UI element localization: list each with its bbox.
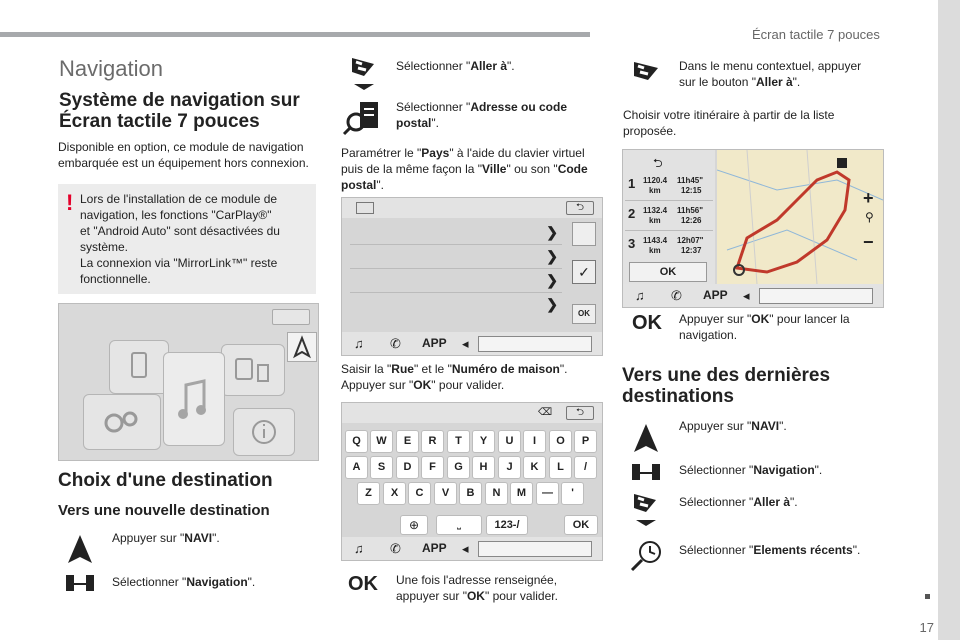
checkered-flag-icon	[348, 56, 380, 92]
checkbox-empty[interactable]	[572, 222, 596, 246]
recent-step1-text: Appuyer sur "NAVI".	[679, 419, 787, 433]
address-field-country[interactable]	[350, 222, 562, 245]
route-ok-button[interactable]: OK	[629, 262, 707, 282]
address-field-number[interactable]	[350, 294, 562, 316]
keyboard-ok-key[interactable]: OK	[564, 515, 598, 535]
control-bar	[623, 284, 883, 307]
volume-icon[interactable]: ◂	[462, 336, 469, 351]
route-item-2[interactable]: 2 1132.4 km 11h56" 12:26	[625, 202, 713, 231]
key-k[interactable]: K	[523, 456, 546, 479]
key-d[interactable]: D	[396, 456, 419, 479]
ok-icon: OK	[632, 312, 662, 334]
key-r[interactable]: R	[421, 430, 444, 453]
recent-clock-icon	[628, 538, 664, 574]
media-tile	[221, 344, 285, 396]
key-a[interactable]: A	[345, 456, 368, 479]
key-x[interactable]: X	[383, 482, 406, 505]
music-note-icon	[164, 353, 224, 445]
phone-icon[interactable]: ✆	[390, 336, 401, 351]
checkbox-checked[interactable]: ✓	[572, 260, 596, 284]
info-tile	[233, 408, 295, 456]
choose-route-text: Choisir votre itinéraire à partir de la liste proposée.	[623, 108, 835, 138]
route-screen	[622, 149, 884, 308]
back-button[interactable]: ⮌	[566, 406, 594, 420]
key-z[interactable]: Z	[357, 482, 380, 505]
apps-icon[interactable]: APP	[422, 541, 447, 555]
address-field-street[interactable]	[350, 270, 562, 293]
page-title: Navigation	[59, 56, 163, 81]
navi-button[interactable]	[287, 332, 317, 362]
checkered-flag-icon	[630, 60, 664, 96]
final-step-text: Une fois l'adresse renseignée, appuyer sur "OK" pour valider.	[396, 573, 558, 603]
globe-key[interactable]: ⊕	[400, 515, 428, 535]
music-icon[interactable]: ♫	[354, 541, 364, 556]
step3-text: Sélectionner "Aller à".	[396, 59, 515, 73]
key-i[interactable]: I	[523, 430, 546, 453]
apps-icon[interactable]: APP	[422, 336, 447, 350]
key-u[interactable]: U	[498, 430, 521, 453]
location-pin-icon[interactable]: ⚲	[865, 210, 874, 224]
key-g[interactable]: G	[447, 456, 470, 479]
chevron-right-icon: ❯	[546, 272, 558, 288]
key-dash[interactable]: —	[536, 482, 559, 505]
volume-slider[interactable]	[478, 541, 592, 557]
music-tile	[163, 352, 225, 446]
music-icon[interactable]: ♫	[635, 288, 645, 303]
page-marker	[925, 594, 930, 599]
key-s[interactable]: S	[370, 456, 393, 479]
key-c[interactable]: C	[408, 482, 431, 505]
apps-icon[interactable]: APP	[703, 288, 728, 302]
address-search-icon	[342, 100, 382, 136]
ok-icon: OK	[348, 573, 378, 595]
navigation-menu-icon	[64, 571, 96, 593]
chevron-right-icon: ❯	[546, 296, 558, 312]
address-topbar	[342, 198, 602, 218]
gears-icon	[84, 395, 160, 449]
launch-text: Appuyer sur "OK" pour lancer la navigation.	[679, 312, 850, 342]
music-icon[interactable]: ♫	[354, 336, 364, 351]
intro-text: Disponible en option, ce module de navigation embarquée est un équipement hors connexion.	[58, 140, 309, 170]
key-h[interactable]: H	[472, 456, 495, 479]
key-l[interactable]: L	[549, 456, 572, 479]
key-p[interactable]: P	[574, 430, 597, 453]
route-item-1[interactable]: 1 1120.4 km 11h45" 12:15	[625, 172, 713, 201]
settings-tile	[83, 394, 161, 450]
info-icon	[234, 409, 294, 455]
key-q[interactable]: Q	[345, 430, 368, 453]
key-b[interactable]: B	[459, 482, 482, 505]
volume-icon[interactable]: ◂	[462, 541, 469, 556]
step1-text: Appuyer sur "NAVI".	[112, 531, 220, 545]
navigation-menu-icon	[630, 460, 662, 482]
side-tab	[938, 0, 960, 640]
backspace-icon[interactable]: ⌫	[538, 407, 553, 418]
home-screen-illustration	[58, 303, 319, 461]
note-text: Lors de l'installation de ce module de navigation, les fonctions "CarPlay®" et "Android Auto" sont désactivées du système. La connexion via "MirrorLink™" reste fonctionnelle.	[80, 192, 280, 286]
keyboard-screen	[341, 402, 603, 561]
new-destination-title: Vers une nouvelle destination	[58, 502, 270, 519]
navi-icon	[66, 533, 94, 565]
key-t[interactable]: T	[447, 430, 470, 453]
route-map	[717, 150, 883, 284]
ok-button-small[interactable]: OK	[572, 304, 596, 324]
status-box	[272, 309, 310, 325]
header-rule	[0, 32, 590, 37]
key-n[interactable]: N	[485, 482, 508, 505]
key-w[interactable]: W	[370, 430, 393, 453]
back-button[interactable]: ⮌	[653, 156, 663, 170]
running-header: Écran tactile 7 pouces	[752, 27, 880, 42]
chevron-right-icon: ❯	[546, 224, 558, 240]
warning-note	[58, 184, 316, 294]
page-number: 17	[919, 620, 934, 635]
phone-icon[interactable]: ✆	[671, 288, 682, 303]
checkered-flag-icon	[630, 492, 662, 528]
key-o[interactable]: O	[549, 430, 572, 453]
keyboard-topbar	[342, 403, 602, 423]
key-apostrophe[interactable]: '	[561, 482, 584, 505]
recent-step4-text: Sélectionner "Elements récents".	[679, 543, 861, 557]
phone-tile	[109, 340, 169, 394]
para-country-city: Paramétrer le "Pays" à l'aide du clavier virtuel puis de la même façon la "Ville" ou son "Code postal".	[341, 146, 588, 192]
volume-icon[interactable]: ◂	[743, 288, 750, 303]
recent-step3-text: Sélectionner "Aller à".	[679, 495, 798, 509]
route-list	[623, 150, 715, 284]
route-item-3[interactable]: 3 1143.4 km 12h07" 12:37	[628, 236, 704, 255]
warning-icon: !	[66, 190, 74, 215]
phone-icon[interactable]: ✆	[390, 541, 401, 556]
key-j[interactable]: J	[498, 456, 521, 479]
context-menu-text: Dans le menu contextuel, appuyer sur le bouton "Aller à".	[679, 59, 862, 89]
control-bar	[342, 537, 602, 560]
zoom-in-icon[interactable]: +	[863, 188, 874, 208]
numbers-key[interactable]: 123-/	[486, 515, 528, 535]
recent-destinations-title: Vers une des dernières destinations	[622, 365, 831, 407]
navi-arrow-icon	[288, 333, 316, 361]
zoom-out-icon[interactable]: −	[863, 232, 874, 252]
back-button[interactable]: ⮌	[566, 201, 594, 215]
key-y[interactable]: Y	[472, 430, 495, 453]
step2-text: Sélectionner "Navigation".	[112, 575, 256, 589]
section-title: Système de navigation sur Écran tactile 7 pouces	[59, 90, 300, 132]
key-e[interactable]: E	[396, 430, 419, 453]
map-illustration	[717, 150, 883, 284]
device-icon	[222, 345, 284, 395]
recent-step2-text: Sélectionner "Navigation".	[679, 463, 823, 477]
phone-icon	[110, 341, 168, 393]
map-icon[interactable]	[356, 202, 374, 214]
control-bar	[342, 332, 602, 355]
key-slash[interactable]: /	[574, 456, 597, 479]
space-key[interactable]: ⎵	[436, 515, 482, 535]
chevron-right-icon: ❯	[546, 248, 558, 264]
address-field-city[interactable]	[350, 246, 562, 269]
volume-slider[interactable]	[759, 288, 873, 304]
para-street-number: Saisir la "Rue" et le "Numéro de maison". Appuyer sur "OK" pour valider.	[341, 362, 568, 392]
step4-text: Sélectionner "Adresse ou code postal".	[396, 100, 568, 130]
navi-icon	[632, 422, 660, 454]
volume-slider[interactable]	[478, 336, 592, 352]
key-f[interactable]: F	[421, 456, 444, 479]
key-v[interactable]: V	[434, 482, 457, 505]
key-m[interactable]: M	[510, 482, 533, 505]
choose-destination-title: Choix d'une destination	[58, 470, 273, 491]
address-screen	[341, 197, 603, 356]
